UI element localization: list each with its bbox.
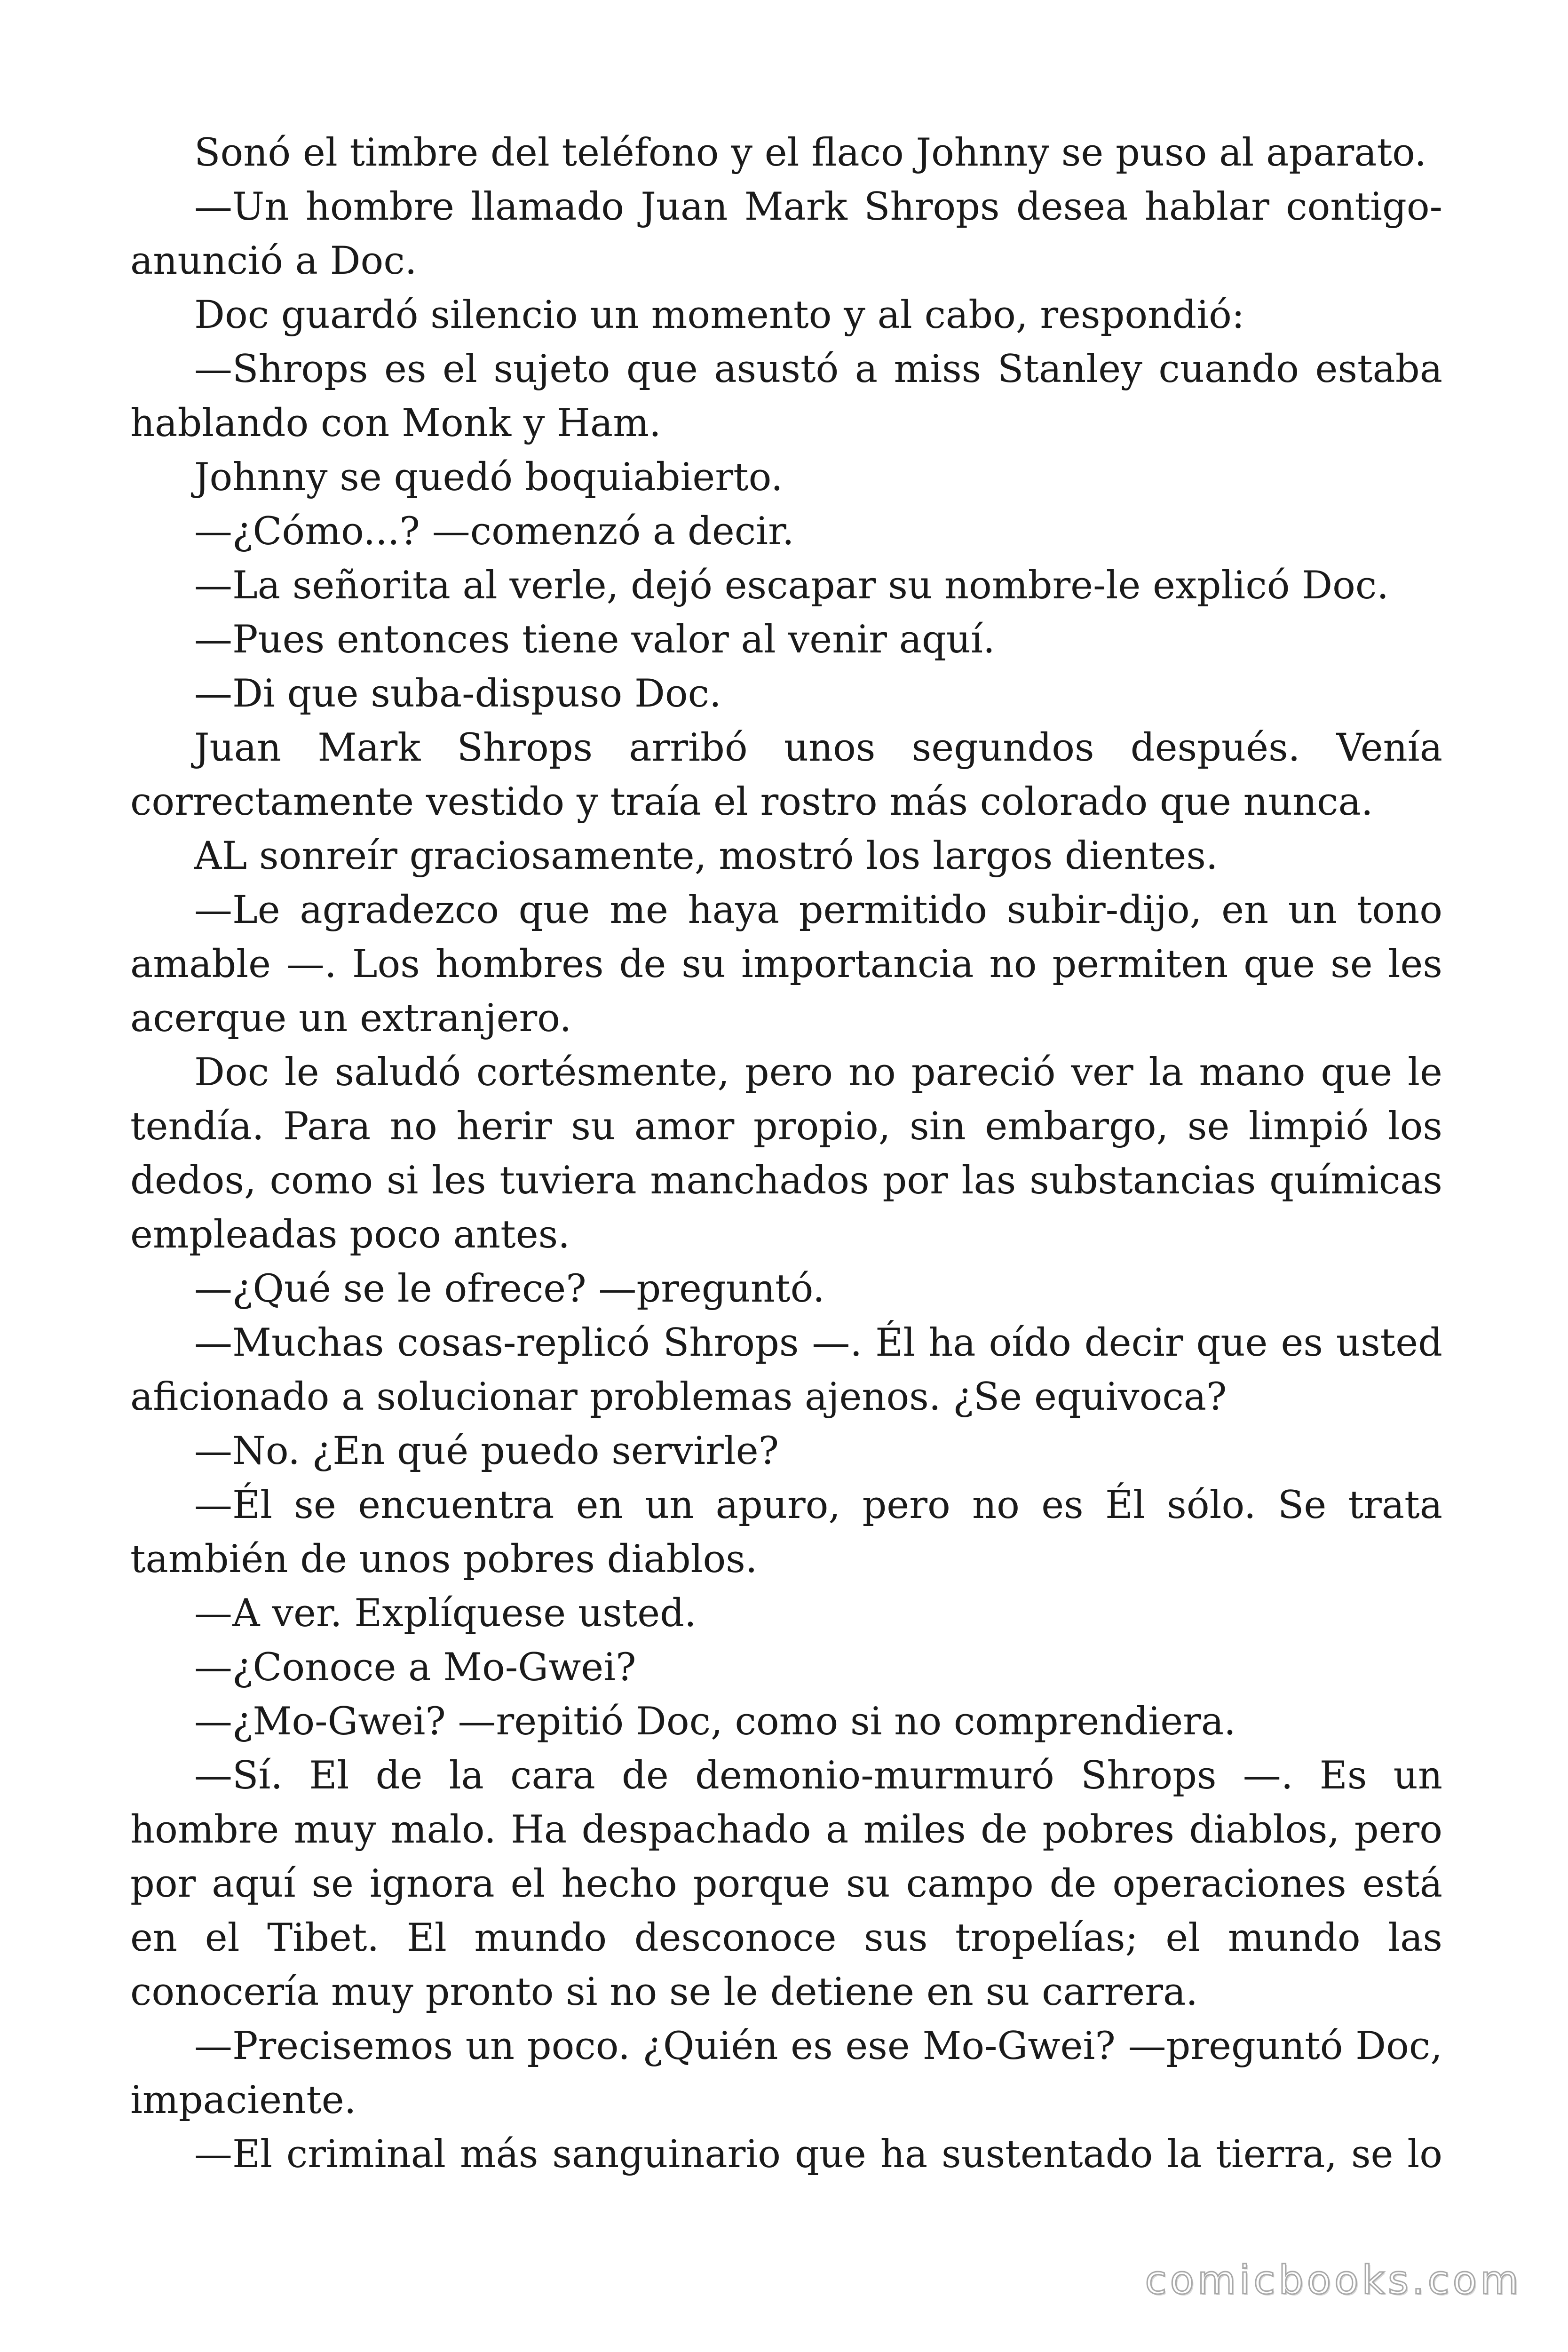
paragraph: —Precisemos un poco. ¿Quién es ese Mo-Gwei? —preguntó Doc, impaciente. — [130, 2024, 1442, 2122]
paragraph: —A ver. Explíquese usted. — [194, 1591, 697, 1636]
paragraph: Johnny se quedó boquiabierto. — [194, 455, 783, 500]
paragraph: —Shrops es el sujeto que asustó a miss Stanley cuando estaba hablando con Monk y Ham. — [130, 347, 1442, 445]
paragraph: Doc le saludó cortésmente, pero no pareció ver la mano que le tendía. Para no herir su amor propio, sin embargo, se limpió los dedos, como si les tuviera manchados por las substancias químicas empleadas poco antes. — [130, 1050, 1442, 1257]
paragraph: AL sonreír graciosamente, mostró los largos dientes. — [194, 834, 1218, 878]
paragraph: —Un hombre llamado Juan Mark Shrops desea hablar contigo-anunció a Doc. — [130, 185, 1442, 283]
paragraph: —Él se encuentra en un apuro, pero no es Él sólo. Se trata también de unos pobres diablos. — [130, 1483, 1442, 1581]
paragraph: Doc guardó silencio un momento y al cabo, respondió: — [194, 293, 1245, 337]
paragraph: —¿Mo-Gwei? —repitió Doc, como si no comprendiera. — [194, 1700, 1236, 1744]
book-page-text — [130, 126, 1442, 2182]
paragraph: —Sí. El de la cara de demonio-murmuró Shrops —. Es un hombre muy malo. Ha despachado a miles de pobres diablos, pero por aquí se ignora el hecho porque su campo de operaciones está en el Tibet. El mundo desconoce sus tropelías; el mundo las conocería muy pronto si no se le detiene en su carrera. — [130, 1754, 1442, 2014]
paragraph: —Di que suba-dispuso Doc. — [194, 672, 721, 716]
paragraph: Juan Mark Shrops arribó unos segundos después. Venía correctamente vestido y traía el rostro más colorado que nunca. — [130, 726, 1442, 824]
site-watermark: comicbooks.com — [1145, 2257, 1522, 2303]
paragraph: —Le agradezco que me haya permitido subir-dijo, en un tono amable —. Los hombres de su importancia no permiten que se les acerque un extranjero. — [130, 888, 1442, 1041]
paragraph: —Pues entonces tiene valor al venir aquí. — [194, 618, 995, 662]
paragraph: —No. ¿En qué puedo servirle? — [194, 1429, 779, 1473]
paragraph: —¿Conoce a Mo-Gwei? — [194, 1645, 636, 1690]
paragraph: —¿Qué se le ofrece? —preguntó. — [194, 1267, 825, 1311]
paragraph: —Muchas cosas-replicó Shrops —. Él ha oído decir que es usted aficionado a solucionar problemas ajenos. ¿Se equivoca? — [130, 1321, 1442, 1419]
paragraph-continued: —El criminal más sanguinario que ha sustentado la tierra, se lo — [194, 2132, 1442, 2177]
paragraph: Sonó el timbre del teléfono y el flaco Johnny se puso al aparato. — [194, 131, 1427, 175]
paragraph: —La señorita al verle, dejó escapar su nombre-le explicó Doc. — [194, 564, 1389, 608]
paragraph: —¿Cómo...? —comenzó a decir. — [194, 509, 794, 554]
